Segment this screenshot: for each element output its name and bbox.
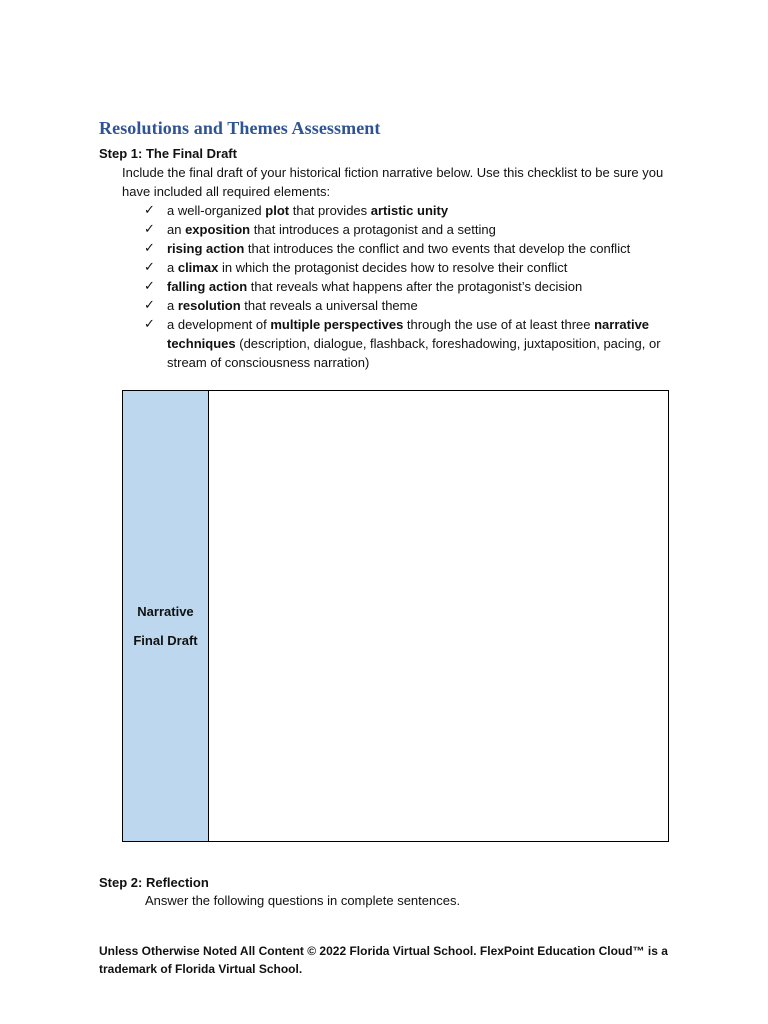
page-title: Resolutions and Themes Assessment bbox=[99, 118, 381, 138]
checklist-item: ✓ rising action that introduces the conflict and two events that develop the conflict bbox=[144, 241, 631, 256]
checklist-item: ✓ a resolution that reveals a universal theme bbox=[144, 298, 418, 313]
narrative-label-line1: Narrative bbox=[137, 604, 194, 619]
step2-heading: Step 2: Reflection bbox=[99, 875, 209, 890]
checklist-item: ✓ a well-organized plot that provides artistic unity bbox=[144, 203, 449, 218]
checklist-item: ✓ an exposition that introduces a protagonist and a setting bbox=[144, 222, 496, 237]
narrative-draft-table bbox=[122, 390, 669, 842]
checklist-item: ✓ a climax in which the protagonist decides how to resolve their conflict bbox=[144, 260, 568, 275]
checklist-item: ✓ falling action that reveals what happens after the protagonist’s decision bbox=[144, 279, 583, 294]
narrative-draft-input-area[interactable] bbox=[209, 391, 668, 841]
checkmark-icon: ✓ bbox=[144, 222, 155, 237]
step1-intro: Include the final draft of your historical fiction narrative below. Use this checklist to be sure you have included all required elements: bbox=[122, 165, 664, 199]
copyright-footer: Unless Otherwise Noted All Content © 2022 Florida Virtual School. FlexPoint Education Cloud™ is a trademark of Florida Virtual School. bbox=[99, 944, 668, 976]
checkmark-icon: ✓ bbox=[144, 241, 155, 256]
checkmark-icon: ✓ bbox=[144, 260, 155, 275]
checkmark-icon: ✓ bbox=[144, 298, 155, 313]
checklist-item: ✓ a development of multiple perspectives through the use of at least three narrative techniques (description, dialogue, flashback, foreshadowing, juxtaposition, pacing, or stream of consciousness narration) bbox=[144, 317, 661, 370]
checkmark-icon: ✓ bbox=[144, 279, 155, 294]
narrative-label-line2: Final Draft bbox=[133, 633, 198, 648]
checkmark-icon: ✓ bbox=[144, 203, 155, 218]
checkmark-icon: ✓ bbox=[144, 317, 155, 332]
step1-heading: Step 1: The Final Draft bbox=[99, 146, 237, 161]
narrative-draft-label-cell bbox=[123, 391, 209, 841]
requirements-checklist bbox=[144, 201, 684, 372]
step2-instruction: Answer the following questions in complete sentences. bbox=[145, 893, 461, 908]
